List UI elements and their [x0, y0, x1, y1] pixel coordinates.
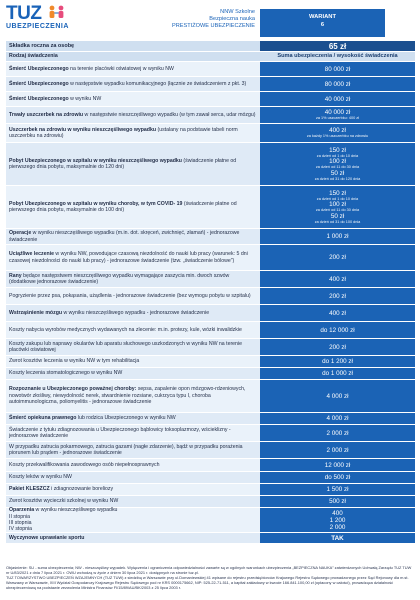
table-row-kleszcz — [6, 484, 415, 496]
table-row-rodzaj — [6, 52, 415, 62]
row-value — [260, 368, 415, 379]
row-label-bold: Pobyt Ubezpieczonego w szpitalu w wyniku choroby, w tym COVID- 19 — [9, 200, 183, 207]
table-row-przekwalifikowanie — [6, 459, 415, 472]
row-value-text: 12 000 zł — [324, 461, 351, 469]
row-value-text: 65 zł — [328, 41, 347, 51]
row-label: Koszty leczenia stomatologicznego w wyniku NW — [6, 368, 260, 379]
row-label: Wstrząśnienie mózgu w wyniku nieszczęśliwego wypadku - jednorazowe świadczenie — [6, 305, 260, 321]
row-value — [260, 425, 415, 441]
row-value — [260, 496, 415, 507]
row-label: Pobyt Ubezpieczonego w szpitalu w wyniku nieszczęśliwego wypadku (świadczenie płatne od pierwszego dnia pobytu, maksymalnie do 120 dni) — [6, 143, 260, 185]
product-line-1: NNW Szkolne — [220, 9, 255, 15]
row-value-note: za dzień od 31 do 100 dnia — [314, 219, 361, 224]
row-value — [260, 124, 415, 142]
row-value-text: Suma ubezpieczenia / wysokość świadczenia — [277, 53, 398, 59]
table-row-uszczerbek — [6, 124, 415, 143]
row-value — [260, 41, 415, 51]
table-row-pobyt2 — [6, 186, 415, 229]
row-label: Rodzaj świadczenia — [6, 52, 260, 61]
row-value-text: 2 000 zł — [326, 429, 349, 437]
row-label: Rany będące następstwem nieszczęśliwego wypadku wymagające zaszycia min. dwoch szwów (dodatkowe jednorazowe świadczenie) — [6, 271, 260, 287]
row-label: Zwrot kosztów leczenia w wyniku NW w tym rehabilitacja — [6, 356, 260, 367]
row-label — [6, 533, 260, 543]
row-value-text: 400 zł — [329, 309, 346, 317]
row-value-note: za dzień od 1 do 10 dnia — [316, 196, 359, 201]
row-value — [260, 143, 415, 185]
table-row-koszty1 — [6, 322, 415, 339]
logo-text: TUZ — [6, 3, 42, 24]
row-label-bold: Rozpoznanie u Ubezpieczonego poważnej choroby: — [9, 386, 137, 393]
row-value-note: za dzień od 1 do 10 dnia — [316, 153, 359, 158]
row-label: Pobyt Ubezpieczonego w szpitalu w wyniku choroby, w tym COVID- 19 (świadczenie płatne od pierwszego dnia pobytu, maksymalnie do 100 dni) — [6, 186, 260, 228]
row-value-text: 40 000 zł — [324, 109, 351, 117]
table-row-lekow — [6, 472, 415, 484]
row-value — [260, 305, 415, 321]
row-label-subline: II stopnia — [9, 513, 31, 520]
row-label-bold: Pobyt Ubezpieczonego w szpitalu w wyniku nieszczęśliwego wypadku — [9, 157, 182, 164]
row-label-bold: Śmierć Ubezpieczonego — [9, 95, 69, 102]
row-label: Zwrot kosztów wycieczki szkolnej w wyniku NW — [6, 496, 260, 507]
row-value-text: 1 500 zł — [326, 486, 349, 493]
table-row-sport — [6, 533, 415, 544]
row-label: Śmierć Ubezpieczonego w wyniku NW — [6, 92, 260, 106]
product-name — [130, 9, 255, 30]
row-label: Uciążliwe leczenie w wyniku NW, powodujące czasową niezdolność do nauki lub pracy (warunek: 5 dni czasowej niezdolności do nauki lub pracy) - jednorazowe świadczenie (tzw. „świadczenie bólowe”) — [6, 245, 260, 270]
row-value — [260, 484, 415, 495]
footer-line-2: TUZ TOWARZYSTWO UBEZPIECZEŃ WZAJEMNYCH (TUZ TUW) z siedzibą w Warszawie przy ul.Domaniewskiej 41 wpisane do rejestru przedsiębiorców Krajowego Rejestru Sądowego prowadzonego przez Sąd Rejonowy dla m.st. Warszawy w Warszawie, XIII Wydział Gospodarczy Krajowego Rejestru Sądowego pod nr KRS 0000175662, NIP: 525-22-71-511, a kapitał zakładowy w kwocie 166.841.100,00 zł (opłacony w całości), prowadząca działalność ubezpieczeniową na podstawie zezwolenia Ministra Finansów FI/15/89/AU/BK/2003 z 25 lipca 2003 r. — [6, 575, 409, 590]
table-row-trwaly — [6, 107, 415, 124]
variant-label: WARIANT — [308, 14, 337, 20]
row-value — [260, 62, 415, 76]
table-row-rany — [6, 271, 415, 288]
row-value-text: 80 000 zł — [324, 65, 351, 73]
row-value — [260, 533, 415, 543]
row-label-bold: Śmierć Ubezpieczonego — [9, 80, 69, 87]
table-row-wstrzas — [6, 305, 415, 322]
row-label-bold: Operacje — [9, 230, 32, 237]
row-value-line: 1 200 — [329, 516, 346, 524]
variant-badge — [260, 9, 385, 37]
row-value-note: za dzień od 31 do 120 dnia — [314, 176, 361, 181]
row-value — [260, 472, 415, 483]
table-row-wycieczki — [6, 496, 415, 508]
row-value-text: 40 000 zł — [324, 95, 351, 103]
table-row-zatrucie2 — [6, 442, 415, 459]
row-value — [260, 356, 415, 367]
row-value-text: 400 zł — [329, 275, 346, 283]
row-value-line: 100 zł — [329, 158, 346, 166]
row-label: Składka roczna za osobę — [6, 41, 260, 51]
row-value-text: 4 000 zł — [326, 415, 349, 422]
row-label-subline: III stopnia — [9, 520, 32, 526]
footer-line-1: Objaśnienie: SU - suma ubezpieczenia; NW - nieszczęśliwy wypadek. Wyłączenia i ograniczenia odpowiedzialności zawarte są w ogólnych warunkach ubezpieczenia „BEZPIECZNA NAUKA” zatwierdzonych Uchwałą Zarządu TUZ TUW nr U/83/2021 z dnia 7 lipca 2021 r. OWU wchodzą w życie z dniem 30 lipca 2021 r. dostępnych na stronie tuz.pl. — [6, 565, 412, 575]
row-value — [260, 442, 415, 458]
row-label-bold: Śmierć Ubezpieczonego — [9, 65, 69, 72]
table-row-koszty4 — [6, 368, 415, 380]
row-value-text: 200 zł — [329, 343, 346, 351]
table-row-smierc1 — [6, 62, 415, 77]
row-value-note: za dzień od 11 do 30 dnia — [315, 165, 360, 170]
row-value-text: TAK — [331, 534, 344, 542]
product-line-2: Bezpieczna nauka — [209, 16, 255, 22]
row-value-note: za każdy 1% uszczerbku na zdrowiu — [306, 134, 369, 139]
row-label: Oparzenia w wyniku nieszczęśliwego wypadku II stopnia III stopnia IV stopnia — [6, 508, 260, 532]
row-value — [260, 380, 415, 412]
row-value — [260, 245, 415, 270]
row-value-line: 50 zł — [330, 169, 345, 177]
row-value — [260, 459, 415, 471]
row-value — [260, 107, 415, 123]
row-value-text: 400 zł — [329, 127, 346, 135]
row-value-text: 200 zł — [329, 254, 346, 261]
header — [0, 0, 420, 40]
row-label-bold: Wyczynowe uprawianie sportu — [9, 534, 85, 541]
row-label: Śmierć opiekuna prawnego lub rodzica Ubezpieczonego w wyniku NW — [6, 413, 260, 424]
row-label: Koszty leków w wyniku NW — [6, 472, 260, 483]
table-row-smierc2 — [6, 77, 415, 92]
row-value-text: do 1 000 zł — [322, 370, 353, 377]
row-label: Trwały uszczerbek na zdrowiu w następstwie nieszczęśliwego wypadku (w tym zawał serca, udar mózgu) — [6, 107, 260, 123]
row-label: Śmierć Ubezpieczonego w następstwie wypadku komunikacyjnego (łącznie ze świadczeniem z pkt. 3) — [6, 77, 260, 91]
row-label: Śmierć Ubezpieczonego na terenie placówki oświatowej w wyniku NW — [6, 62, 260, 76]
row-label-bold: Uciążliwe leczenie — [9, 251, 54, 258]
row-label: Koszty nabycia wyrobów medycznych wydawanych na zlecenie: m.in. protezy, kule, wózki inwalidzkie — [6, 322, 260, 338]
row-label: Pogryzienie przez psa, pokąsania, użądlenia - jednorazowe świadczenie (bez wymogu pobytu w szpitalu) — [6, 288, 260, 304]
row-value — [260, 508, 415, 532]
row-value-line: 100 zł — [329, 201, 346, 209]
row-label-bold: Wstrząśnienie mózgu — [9, 309, 63, 316]
benefits-table — [6, 41, 415, 544]
row-label: Uszczerbek na zdrowiu w wyniku nieszczęśliwego wypadku (ustalany na podstawie tabeli norm uszczerbku na zdrowiu) — [6, 124, 260, 142]
table-row-rozpoznanie — [6, 380, 415, 413]
row-value-text: do 500 zł — [324, 474, 351, 481]
row-value — [260, 339, 415, 355]
row-value — [260, 271, 415, 287]
row-value-line: 50 zł — [330, 212, 345, 220]
row-value-text: 200 zł — [329, 292, 346, 300]
row-value — [260, 52, 415, 61]
row-label: W przypadku zatrucia pokarmowego, zatrucia gazami (nagłe zdarzenie), bądź w przypadku porażenia piorunem lub prądem - jednorazowe świadczenie — [6, 442, 260, 458]
row-value-note: za dzień od 11 do 30 dnia — [315, 208, 360, 213]
row-label: Operacje w wyniku nieszczęśliwego wypadku (m.in. dot. skręceń, zwichnięć, złamań) - jednorazowe świadczenie — [6, 229, 260, 244]
table-row-smierc_opiekuna — [6, 413, 415, 425]
row-value-text: do 12 000 zł — [320, 326, 355, 334]
table-row-oparzenia — [6, 508, 415, 533]
row-value-text: 500 zł — [329, 498, 346, 505]
table-row-pogryzienie — [6, 288, 415, 305]
row-value — [260, 288, 415, 304]
row-label: Świadczenie z tytułu zdiagnozowania u Ubezpieczonego bąblowicy toksoplazmozy, wścieklizny - jednorazowe świadczenie — [6, 425, 260, 441]
row-label-bold: Śmierć opiekuna prawnego — [9, 415, 77, 422]
row-value-line: 150 zł — [329, 146, 346, 154]
row-value — [260, 92, 415, 106]
row-label-bold: Pakiet KLESZCZ — [9, 486, 50, 493]
row-value — [260, 77, 415, 91]
row-value — [260, 413, 415, 424]
row-value-line: 150 zł — [329, 189, 346, 197]
row-label-bold: Rany — [9, 272, 22, 279]
product-line-3: PRESTIŻOWE UBEZPIECZENIE — [172, 23, 255, 29]
row-value — [260, 322, 415, 338]
table-row-zatrucie — [6, 425, 415, 442]
table-row-operacje — [6, 229, 415, 245]
table-row-pobyt1 — [6, 143, 415, 186]
row-value-text: 4 000 zł — [326, 392, 349, 400]
row-value — [260, 186, 415, 228]
table-row-skladka — [6, 41, 415, 52]
row-label: Rozpoznanie u Ubezpieczonego poważnej choroby: sepsa, zapalenie opon mózgowo-rdzeniowych, nowotwór złośliwy, niewydolność nerek, stwardnienie rozsiane, cukrzyca typu I, choroba autoimmunologiczna, poliomyelitis - jednorazowe świadczenie — [6, 380, 260, 412]
logo-subtitle: UBEZPIECZENIA — [6, 23, 69, 30]
row-value-text: 1 000 zł — [326, 233, 349, 240]
row-value-text: do 1 200 zł — [322, 358, 353, 365]
row-value-line: 400 — [332, 509, 343, 517]
row-value — [260, 229, 415, 244]
row-value-text: 2 000 zł — [326, 446, 349, 454]
kids-icon — [46, 3, 68, 25]
row-value-line: 2 000 — [329, 523, 346, 531]
row-label-subline: IV stopnia — [9, 526, 33, 533]
table-row-koszty2 — [6, 339, 415, 356]
row-value-note: za 1% uszczerbku: 400 zł — [315, 116, 360, 121]
row-label: Koszty przekwalifikowania zawodowego osób niepełnosprawnych — [6, 459, 260, 471]
table-row-uciazliwe — [6, 245, 415, 271]
row-label: Koszty zakupu lub naprawy okularów lub aparatu słuchowego uszkodzonych w wyniku NW na terenie placówki oświatowej — [6, 339, 260, 355]
row-label: Pakiet KLESZCZ i zdiagnozowanie boreliozy — [6, 484, 260, 495]
row-value-text: 80 000 zł — [324, 80, 351, 88]
row-label-bold: Trwały uszczerbek na zdrowiu — [9, 111, 84, 118]
row-label-bold: Oparzenia — [9, 507, 35, 514]
footer-disclaimer — [6, 566, 415, 591]
row-label-bold: Uszczerbek na zdrowiu w wyniku nieszczęśliwego wypadku — [9, 126, 157, 133]
table-row-koszty3 — [6, 356, 415, 368]
variant-number: 6 — [320, 22, 325, 28]
table-row-smierc3 — [6, 92, 415, 107]
